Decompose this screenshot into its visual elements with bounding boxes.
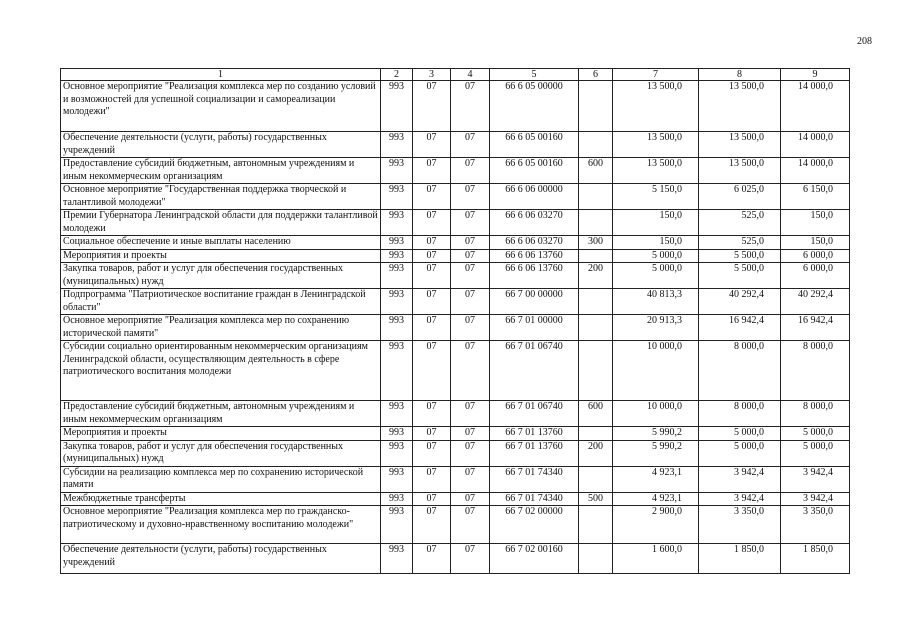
- row-cell-col6: 500: [579, 492, 613, 506]
- row-cell-col8: 6 025,0: [699, 184, 781, 210]
- row-cell-col8: 16 942,4: [699, 315, 781, 341]
- row-cell-col4: 07: [451, 315, 490, 341]
- table-body: [61, 81, 850, 574]
- row-cell-col5: 66 7 02 00000: [490, 506, 579, 544]
- row-name-cell: Основное мероприятие "Государственная поддержка творческой и талантливой молодежи": [61, 184, 381, 210]
- header-cell: 5: [490, 69, 579, 81]
- row-cell-col3: 07: [413, 210, 451, 236]
- row-cell-col4: 07: [451, 544, 490, 574]
- row-cell-col5: 66 6 05 00000: [490, 81, 579, 132]
- row-cell-col3: 07: [413, 427, 451, 441]
- row-cell-col2: 993: [381, 315, 413, 341]
- row-cell-col6: [579, 132, 613, 158]
- row-cell-col9: 40 292,4: [781, 289, 850, 315]
- row-cell-col4: 07: [451, 341, 490, 401]
- row-cell-col3: 07: [413, 341, 451, 401]
- row-cell-col9: 5 000,0: [781, 440, 850, 466]
- row-name-cell: Межбюджетные трансферты: [61, 492, 381, 506]
- row-cell-col2: 993: [381, 492, 413, 506]
- row-cell-col6: [579, 315, 613, 341]
- row-cell-col2: 993: [381, 263, 413, 289]
- row-cell-col9: 5 000,0: [781, 427, 850, 441]
- row-cell-col5: 66 7 01 13760: [490, 440, 579, 466]
- row-cell-col4: 07: [451, 263, 490, 289]
- row-cell-col4: 07: [451, 506, 490, 544]
- table-row: [61, 289, 850, 315]
- row-cell-col5: 66 6 06 03270: [490, 236, 579, 250]
- row-cell-col6: 200: [579, 440, 613, 466]
- table-row: [61, 401, 850, 427]
- row-cell-col4: 07: [451, 440, 490, 466]
- row-cell-col3: 07: [413, 440, 451, 466]
- row-cell-col3: 07: [413, 184, 451, 210]
- row-cell-col8: 5 500,0: [699, 249, 781, 263]
- row-cell-col4: 07: [451, 492, 490, 506]
- row-cell-col7: 13 500,0: [613, 158, 699, 184]
- row-cell-col4: 07: [451, 132, 490, 158]
- row-cell-col5: 66 7 01 06740: [490, 341, 579, 401]
- row-cell-col9: 8 000,0: [781, 401, 850, 427]
- table-row: [61, 132, 850, 158]
- row-cell-col2: 993: [381, 249, 413, 263]
- row-cell-col6: [579, 466, 613, 492]
- row-cell-col5: 66 6 05 00160: [490, 158, 579, 184]
- table-row: [61, 184, 850, 210]
- row-cell-col9: 14 000,0: [781, 81, 850, 132]
- row-cell-col8: 5 500,0: [699, 263, 781, 289]
- row-cell-col8: 13 500,0: [699, 158, 781, 184]
- table-row: [61, 236, 850, 250]
- row-cell-col5: 66 7 00 00000: [490, 289, 579, 315]
- row-name-cell: Основное мероприятие "Реализация комплекса мер по созданию условий и возможностей для успешной социализации и самореализации молодежи": [61, 81, 381, 132]
- row-cell-col5: 66 6 05 00160: [490, 132, 579, 158]
- table-row: [61, 506, 850, 544]
- row-cell-col9: 14 000,0: [781, 132, 850, 158]
- row-cell-col4: 07: [451, 466, 490, 492]
- table-row: [61, 544, 850, 574]
- row-name-cell: Закупка товаров, работ и услуг для обеспечения государственных (муниципальных) нужд: [61, 263, 381, 289]
- row-name-cell: Предоставление субсидий бюджетным, автономным учреждениям и иным некоммерческим организациям: [61, 401, 381, 427]
- row-cell-col2: 993: [381, 132, 413, 158]
- row-cell-col5: 66 6 06 13760: [490, 263, 579, 289]
- row-cell-col3: 07: [413, 249, 451, 263]
- row-cell-col7: 150,0: [613, 236, 699, 250]
- row-name-cell: Основное мероприятие "Реализация комплекса мер по сохранению исторической памяти": [61, 315, 381, 341]
- row-cell-col2: 993: [381, 544, 413, 574]
- row-cell-col5: 66 6 06 03270: [490, 210, 579, 236]
- row-cell-col9: 16 942,4: [781, 315, 850, 341]
- row-cell-col9: 3 942,4: [781, 492, 850, 506]
- table-row: [61, 440, 850, 466]
- row-cell-col8: 13 500,0: [699, 81, 781, 132]
- row-cell-col7: 4 923,1: [613, 466, 699, 492]
- header-cell: 1: [61, 69, 381, 81]
- page-number: 208: [857, 36, 872, 47]
- row-cell-col4: 07: [451, 210, 490, 236]
- row-cell-col9: 1 850,0: [781, 544, 850, 574]
- table-row: [61, 263, 850, 289]
- row-cell-col7: 150,0: [613, 210, 699, 236]
- header-cell: 9: [781, 69, 850, 81]
- row-cell-col2: 993: [381, 401, 413, 427]
- row-cell-col7: 20 913,3: [613, 315, 699, 341]
- row-cell-col9: 14 000,0: [781, 158, 850, 184]
- row-cell-col4: 07: [451, 289, 490, 315]
- row-cell-col7: 10 000,0: [613, 341, 699, 401]
- row-cell-col6: [579, 249, 613, 263]
- row-cell-col6: [579, 427, 613, 441]
- row-cell-col3: 07: [413, 506, 451, 544]
- row-cell-col8: 525,0: [699, 236, 781, 250]
- row-cell-col2: 993: [381, 81, 413, 132]
- table-row: [61, 427, 850, 441]
- row-cell-col8: 3 942,4: [699, 492, 781, 506]
- row-cell-col7: 13 500,0: [613, 81, 699, 132]
- row-cell-col7: 13 500,0: [613, 132, 699, 158]
- row-name-cell: Обеспечение деятельности (услуги, работы) государственных учреждений: [61, 544, 381, 574]
- row-cell-col3: 07: [413, 315, 451, 341]
- row-name-cell: Субсидии социально ориентированным некоммерческим организациям Ленинградской области, осуществляющим деятельность в сфере патриотического воспитания молодежи: [61, 341, 381, 401]
- row-name-cell: Предоставление субсидий бюджетным, автономным учреждениям и иным некоммерческим организациям: [61, 158, 381, 184]
- row-cell-col2: 993: [381, 506, 413, 544]
- row-name-cell: Субсидии на реализацию комплекса мер по сохранению исторической памяти: [61, 466, 381, 492]
- row-cell-col9: 6 000,0: [781, 263, 850, 289]
- row-cell-col5: 66 7 01 13760: [490, 427, 579, 441]
- row-cell-col6: [579, 289, 613, 315]
- row-cell-col8: 5 000,0: [699, 440, 781, 466]
- row-cell-col5: 66 6 06 00000: [490, 184, 579, 210]
- row-name-cell: Обеспечение деятельности (услуги, работы) государственных учреждений: [61, 132, 381, 158]
- row-cell-col9: 150,0: [781, 210, 850, 236]
- table-row: [61, 210, 850, 236]
- table-row: [61, 158, 850, 184]
- row-cell-col4: 07: [451, 427, 490, 441]
- row-cell-col2: 993: [381, 210, 413, 236]
- row-cell-col8: 8 000,0: [699, 341, 781, 401]
- row-name-cell: Мероприятия и проекты: [61, 427, 381, 441]
- row-cell-col7: 2 900,0: [613, 506, 699, 544]
- row-cell-col2: 993: [381, 289, 413, 315]
- table-row: [61, 341, 850, 401]
- row-cell-col7: 5 990,2: [613, 427, 699, 441]
- row-cell-col6: [579, 81, 613, 132]
- row-cell-col3: 07: [413, 492, 451, 506]
- row-cell-col5: 66 7 01 06740: [490, 401, 579, 427]
- header-cell: 4: [451, 69, 490, 81]
- header-cell: 7: [613, 69, 699, 81]
- row-cell-col8: 40 292,4: [699, 289, 781, 315]
- header-cell: 3: [413, 69, 451, 81]
- row-cell-col2: 993: [381, 341, 413, 401]
- row-cell-col5: 66 7 01 74340: [490, 492, 579, 506]
- row-cell-col7: 4 923,1: [613, 492, 699, 506]
- row-cell-col9: 6 000,0: [781, 249, 850, 263]
- row-cell-col3: 07: [413, 544, 451, 574]
- header-cell: 6: [579, 69, 613, 81]
- row-name-cell: Премии Губернатора Ленинградской области для поддержки талантливой молодежи: [61, 210, 381, 236]
- row-cell-col8: 8 000,0: [699, 401, 781, 427]
- row-cell-col2: 993: [381, 466, 413, 492]
- row-cell-col7: 40 813,3: [613, 289, 699, 315]
- header-row: [61, 69, 850, 81]
- row-cell-col8: 3 350,0: [699, 506, 781, 544]
- row-cell-col4: 07: [451, 81, 490, 132]
- row-name-cell: Основное мероприятие "Реализация комплекса мер по гражданско-патриотическому и духовно-нравственному воспитанию молодежи": [61, 506, 381, 544]
- row-cell-col7: 5 000,0: [613, 249, 699, 263]
- row-cell-col2: 993: [381, 158, 413, 184]
- row-cell-col3: 07: [413, 132, 451, 158]
- row-cell-col6: 600: [579, 158, 613, 184]
- row-name-cell: Мероприятия и проекты: [61, 249, 381, 263]
- row-cell-col4: 07: [451, 184, 490, 210]
- row-cell-col8: 525,0: [699, 210, 781, 236]
- row-cell-col4: 07: [451, 249, 490, 263]
- row-cell-col6: 300: [579, 236, 613, 250]
- row-cell-col9: 3 942,4: [781, 466, 850, 492]
- row-cell-col6: [579, 210, 613, 236]
- row-cell-col5: 66 7 02 00160: [490, 544, 579, 574]
- row-cell-col6: [579, 506, 613, 544]
- row-cell-col7: 1 600,0: [613, 544, 699, 574]
- row-cell-col2: 993: [381, 184, 413, 210]
- table-row: [61, 249, 850, 263]
- row-cell-col5: 66 7 01 74340: [490, 466, 579, 492]
- row-cell-col5: 66 7 01 00000: [490, 315, 579, 341]
- row-cell-col3: 07: [413, 401, 451, 427]
- row-cell-col3: 07: [413, 158, 451, 184]
- row-cell-col9: 6 150,0: [781, 184, 850, 210]
- row-name-cell: Социальное обеспечение и иные выплаты населению: [61, 236, 381, 250]
- row-cell-col3: 07: [413, 466, 451, 492]
- row-cell-col7: 5 150,0: [613, 184, 699, 210]
- row-cell-col3: 07: [413, 289, 451, 315]
- row-cell-col3: 07: [413, 81, 451, 132]
- row-cell-col8: 13 500,0: [699, 132, 781, 158]
- row-cell-col5: 66 6 06 13760: [490, 249, 579, 263]
- row-cell-col2: 993: [381, 427, 413, 441]
- row-name-cell: Закупка товаров, работ и услуг для обеспечения государственных (муниципальных) нужд: [61, 440, 381, 466]
- table-row: [61, 492, 850, 506]
- row-cell-col7: 5 000,0: [613, 263, 699, 289]
- row-cell-col3: 07: [413, 236, 451, 250]
- row-cell-col9: 3 350,0: [781, 506, 850, 544]
- row-cell-col4: 07: [451, 236, 490, 250]
- row-cell-col4: 07: [451, 401, 490, 427]
- row-cell-col9: 8 000,0: [781, 341, 850, 401]
- header-cell: 8: [699, 69, 781, 81]
- row-cell-col2: 993: [381, 236, 413, 250]
- row-cell-col6: [579, 341, 613, 401]
- table-row: [61, 466, 850, 492]
- header-cell: 2: [381, 69, 413, 81]
- row-cell-col6: 200: [579, 263, 613, 289]
- row-cell-col6: [579, 544, 613, 574]
- row-cell-col6: 600: [579, 401, 613, 427]
- row-cell-col8: 5 000,0: [699, 427, 781, 441]
- row-cell-col7: 10 000,0: [613, 401, 699, 427]
- row-cell-col4: 07: [451, 158, 490, 184]
- row-name-cell: Подпрограмма "Патриотическое воспитание граждан в Ленинградской области": [61, 289, 381, 315]
- budget-table: [60, 68, 850, 574]
- row-cell-col7: 5 990,2: [613, 440, 699, 466]
- row-cell-col2: 993: [381, 440, 413, 466]
- row-cell-col6: [579, 184, 613, 210]
- table-row: [61, 81, 850, 132]
- row-cell-col9: 150,0: [781, 236, 850, 250]
- row-cell-col3: 07: [413, 263, 451, 289]
- row-cell-col8: 3 942,4: [699, 466, 781, 492]
- row-cell-col8: 1 850,0: [699, 544, 781, 574]
- table-row: [61, 315, 850, 341]
